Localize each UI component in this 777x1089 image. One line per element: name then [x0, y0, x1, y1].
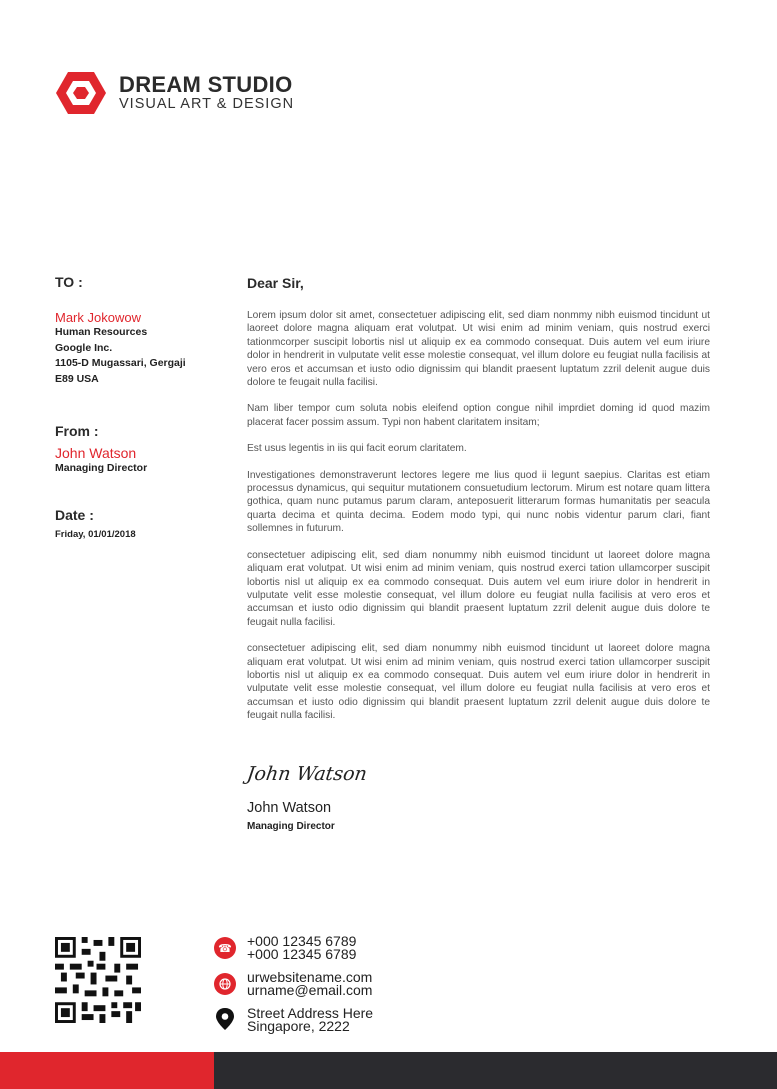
location-pin-icon: [214, 1007, 236, 1031]
recipient-line: E89 USA: [55, 372, 99, 385]
recipient-line: 1105-D Mugassari, Gergaji: [55, 357, 186, 369]
globe-icon: [214, 973, 236, 995]
date-label: Date :: [55, 507, 94, 523]
contact-web: [247, 971, 372, 997]
letter-paragraph: Est usus legentis in iis qui facit eorum claritatem.: [247, 443, 467, 455]
website-link[interactable]: urwebsitename.com: [247, 969, 373, 985]
footer-accent-bar: [0, 1052, 214, 1089]
contact-address: [247, 1007, 373, 1033]
address-line: Street Address Here: [247, 1005, 374, 1021]
footer-dark-bar: [214, 1052, 777, 1089]
brand-logo: [55, 68, 295, 118]
handwritten-signature: John Watson: [245, 763, 369, 785]
signer-title: Managing Director: [247, 821, 335, 832]
recipient-line: Google Inc.: [55, 341, 113, 354]
letter-paragraph: Investigationes demonstraverunt lectores legere me lius quod ii legunt saepius. Claritas est etiam processus dynamicus, qui sequitur mutationem consuetudium lectorum. Mirum est notare quam littera gothica, quam nunc putamus parum claram, anteposuerit litterarum formas humanitatis per seacula quarta decima et quinta decima. Eodem modo typi, qui nunc nobis videntur parum clari, fiant sollemnes in futurum.: [247, 469, 710, 535]
date-value: Friday, 01/01/2018: [55, 529, 136, 540]
signer-name: John Watson: [247, 800, 332, 816]
letter-paragraph: Lorem ipsum dolor sit amet, consectetuer adipiscing elit, sed diam nonmmy nibh euismod tincidunt ut laoreet dolore magna aliquam erat volutpat. Ut wisi enim ad minim veniam, quis nostrud exerci tationmcorper suscipit lobortis nisl ut aliquip ex ea commodo consequat. Duis autem vel eum iriure dolor in hendrerit in vulputate velit esse molestie consequat, vel illum dolore eu feugiat nulla facilisis at vero eros et accumsan et iusto odio dignissim qui blandit praesent luptatum zzril delenit augue duis dolore te feugait nulla facilisi.: [247, 310, 710, 389]
brand-tagline: VISUAL ART & DESIGN: [119, 96, 295, 112]
globe-glyph-icon: [219, 978, 231, 990]
recipient-line: Human Resources: [55, 326, 148, 338]
phone-line: +000 12345 6789: [247, 933, 357, 949]
from-label: From :: [55, 423, 99, 439]
letter-greeting: Dear Sir,: [247, 275, 304, 291]
recipient-address: [55, 325, 186, 387]
qr-code-icon: [55, 937, 141, 1023]
hexagon-logo-icon: [55, 70, 107, 116]
recipient-name: Mark Jokowow: [55, 310, 141, 325]
brand-name: DREAM STUDIO: [119, 72, 293, 97]
letter-paragraph: consectetuer adipiscing elit, sed diam nonummy nibh euismod tincidunt ut laoreet dolore magna aliquam erat volutpat. Ut wisi enim ad minim veniam, quis nostrud exerci tation ullamcorper suscipit lobortis nisl ut aliquip ex ea commodo consequat. Duis autem vel eum iriure dolor in hendrerit in vulputate velit esse molestie consequat, vel illum dolore eu feugiat nulla facilisis at vero eros et accumsan et iusto odio dignissim qui blandit praesent luptatum zzril delenit augue duis dolore te feugait nulla facilisi.: [247, 643, 710, 722]
sender-name: John Watson: [55, 445, 137, 461]
contact-phone: [247, 935, 356, 961]
sender-title: Managing Director: [55, 462, 148, 474]
letter-paragraph: consectetuer adipiscing elit, sed diam nonummy nibh euismod tincidunt ut laoreet dolore magna aliquam erat volutpat. Ut wisi enim ad minim veniam, quis nostrud exerci tation ullamcorper suscipit lobortis nisl ut aliquip ex ea commodo consequat. Duis autem vel eum iriure dolor in hendrerit in vulputate velit esse molestie consequat, vel illum dolore eu feugiat nulla facilisis at vero eros et accumsan et iusto odio dignissim qui blandit praesent luptatum zzril delenit augue duis dolore te feugait nulla facilisi.: [247, 549, 710, 628]
letter-paragraph: Nam liber tempor cum soluta nobis eleifend option congue nihil imprdiet doming id quod mazim placerat facer possim assum. Typi non habent claritatem insitam;: [247, 403, 710, 428]
email-link[interactable]: urname@email.com: [247, 982, 373, 998]
phone-line: +000 12345 6789: [247, 946, 357, 962]
phone-icon: ☎: [214, 937, 236, 959]
address-line: Singapore, 2222: [247, 1018, 350, 1034]
to-label: TO :: [55, 274, 83, 290]
letter-body: [247, 309, 710, 736]
